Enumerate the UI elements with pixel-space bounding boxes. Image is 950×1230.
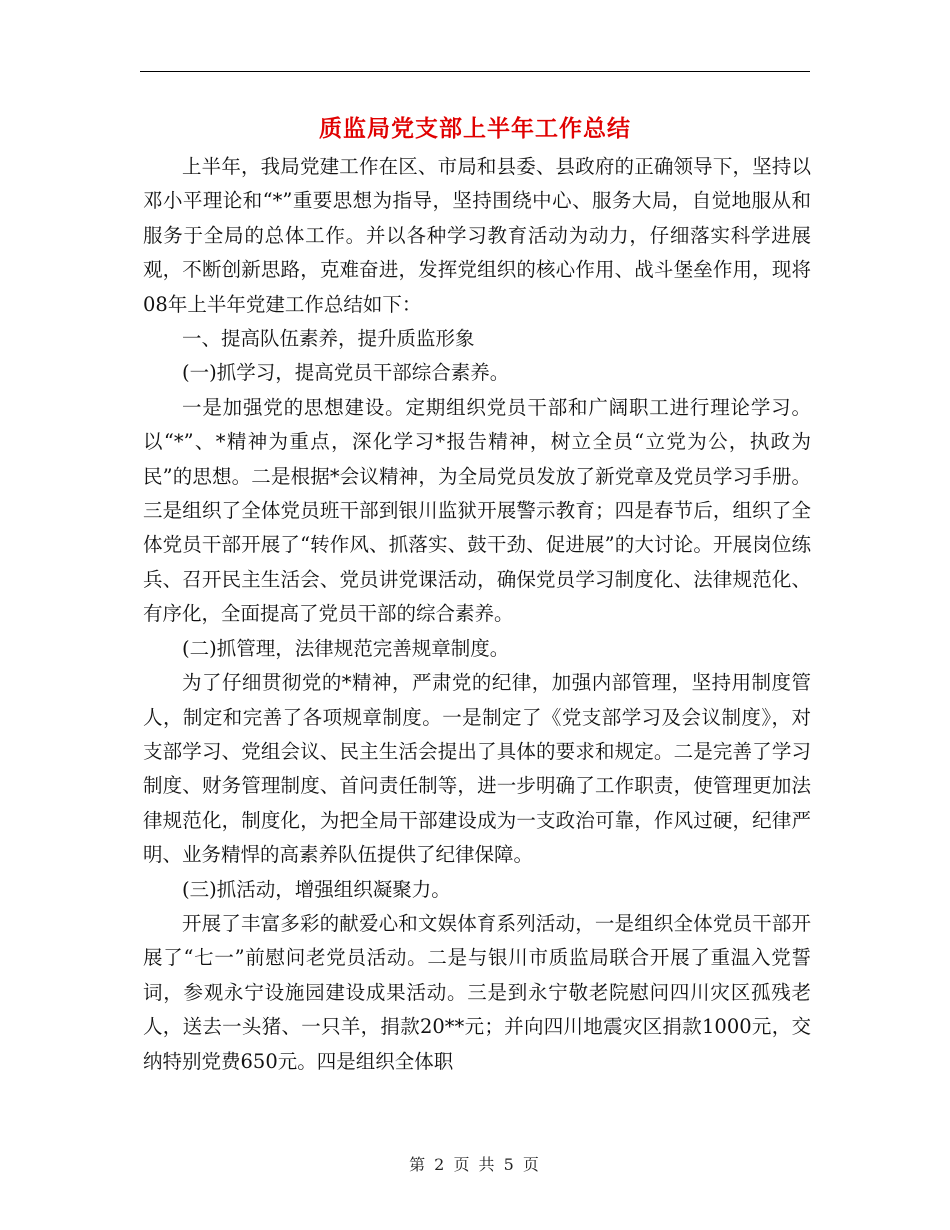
paragraph-intro: 上半年，我局党建工作在区、市局和县委、县政府的正确领导下，坚持以邓小平理论和“*”重要思想为指导，坚持围绕中心、服务大局，自觉地服从和服务于全局的总体工作。并以各种学习教育活动为动力，仔细落实科学进展观，不断创新思路，克难奋进，发挥党组织的核心作用、战斗堡垒作用，现将08年上半年党建工作总结如下： — [143, 155, 811, 316]
subsection-heading-2: (二)抓管理，法律规范完善规章制度。 — [182, 636, 510, 660]
subsection-heading-1: (一)抓学习，提高党员干部综合素养。 — [182, 361, 510, 385]
subsection-heading-3: (三)抓活动，增强组织凝聚力。 — [182, 877, 451, 901]
paragraph-activities: 开展了丰富多彩的献爱心和文娱体育系列活动，一是组织全体党员干部开展了“七一”前慰问老党员活动。二是与银川市质监局联合开展了重温入党誓词，参观永宁设施园建设成果活动。三是到永宁敬老院慰问四川灾区孤残老人，送去一头猪、一只羊，捐款20**元；并向四川地震灾区捐款1000元，交纳特别党费650元。四是组织全体职 — [143, 911, 811, 1073]
paragraph-management: 为了仔细贯彻党的*精神，严肃党的纪律，加强内部管理，坚持用制度管人，制定和完善了各项规章制度。一是制定了《党支部学习及会议制度》，对支部学习、党组会议、民主生活会提出了具体的要求和规定。二是完善了学习制度、财务管理制度、首问责任制等，进一步明确了工作职责，使管理更加法律规范化，制度化，为把全局干部建设成为一支政治可靠，作风过硬，纪律严明、业务精悍的高素养队伍提供了纪律保障。 — [143, 671, 811, 867]
document-body — [143, 150, 811, 1079]
section-heading: 一、提高队伍素养，提升质监形象 — [182, 327, 475, 351]
page-footer: 第 2 页 共 5 页 — [409, 1155, 541, 1174]
paragraph-study: 一是加强党的思想建设。定期组织党员干部和广阔职工进行理论学习。以“*”、*精神为重点，深化学习*报告精神，树立全员“立党为公，执政为民”的思想。二是根据*会议精神，为全局党员发放了新党章及党员学习手册。三是组织了全体党员班干部到银川监狱开展警示教育；四是春节后，组织了全体党员干部开展了“转作风、抓落实、鼓干劲、促进展”的大讨论。开展岗位练兵、召开民主生活会、党员讲党课活动，确保党员学习制度化、法律规范化、有序化，全面提高了党员干部的综合素养。 — [143, 395, 811, 626]
document-title: 质监局党支部上半年工作总结 — [319, 115, 631, 142]
header-rule — [140, 71, 810, 72]
